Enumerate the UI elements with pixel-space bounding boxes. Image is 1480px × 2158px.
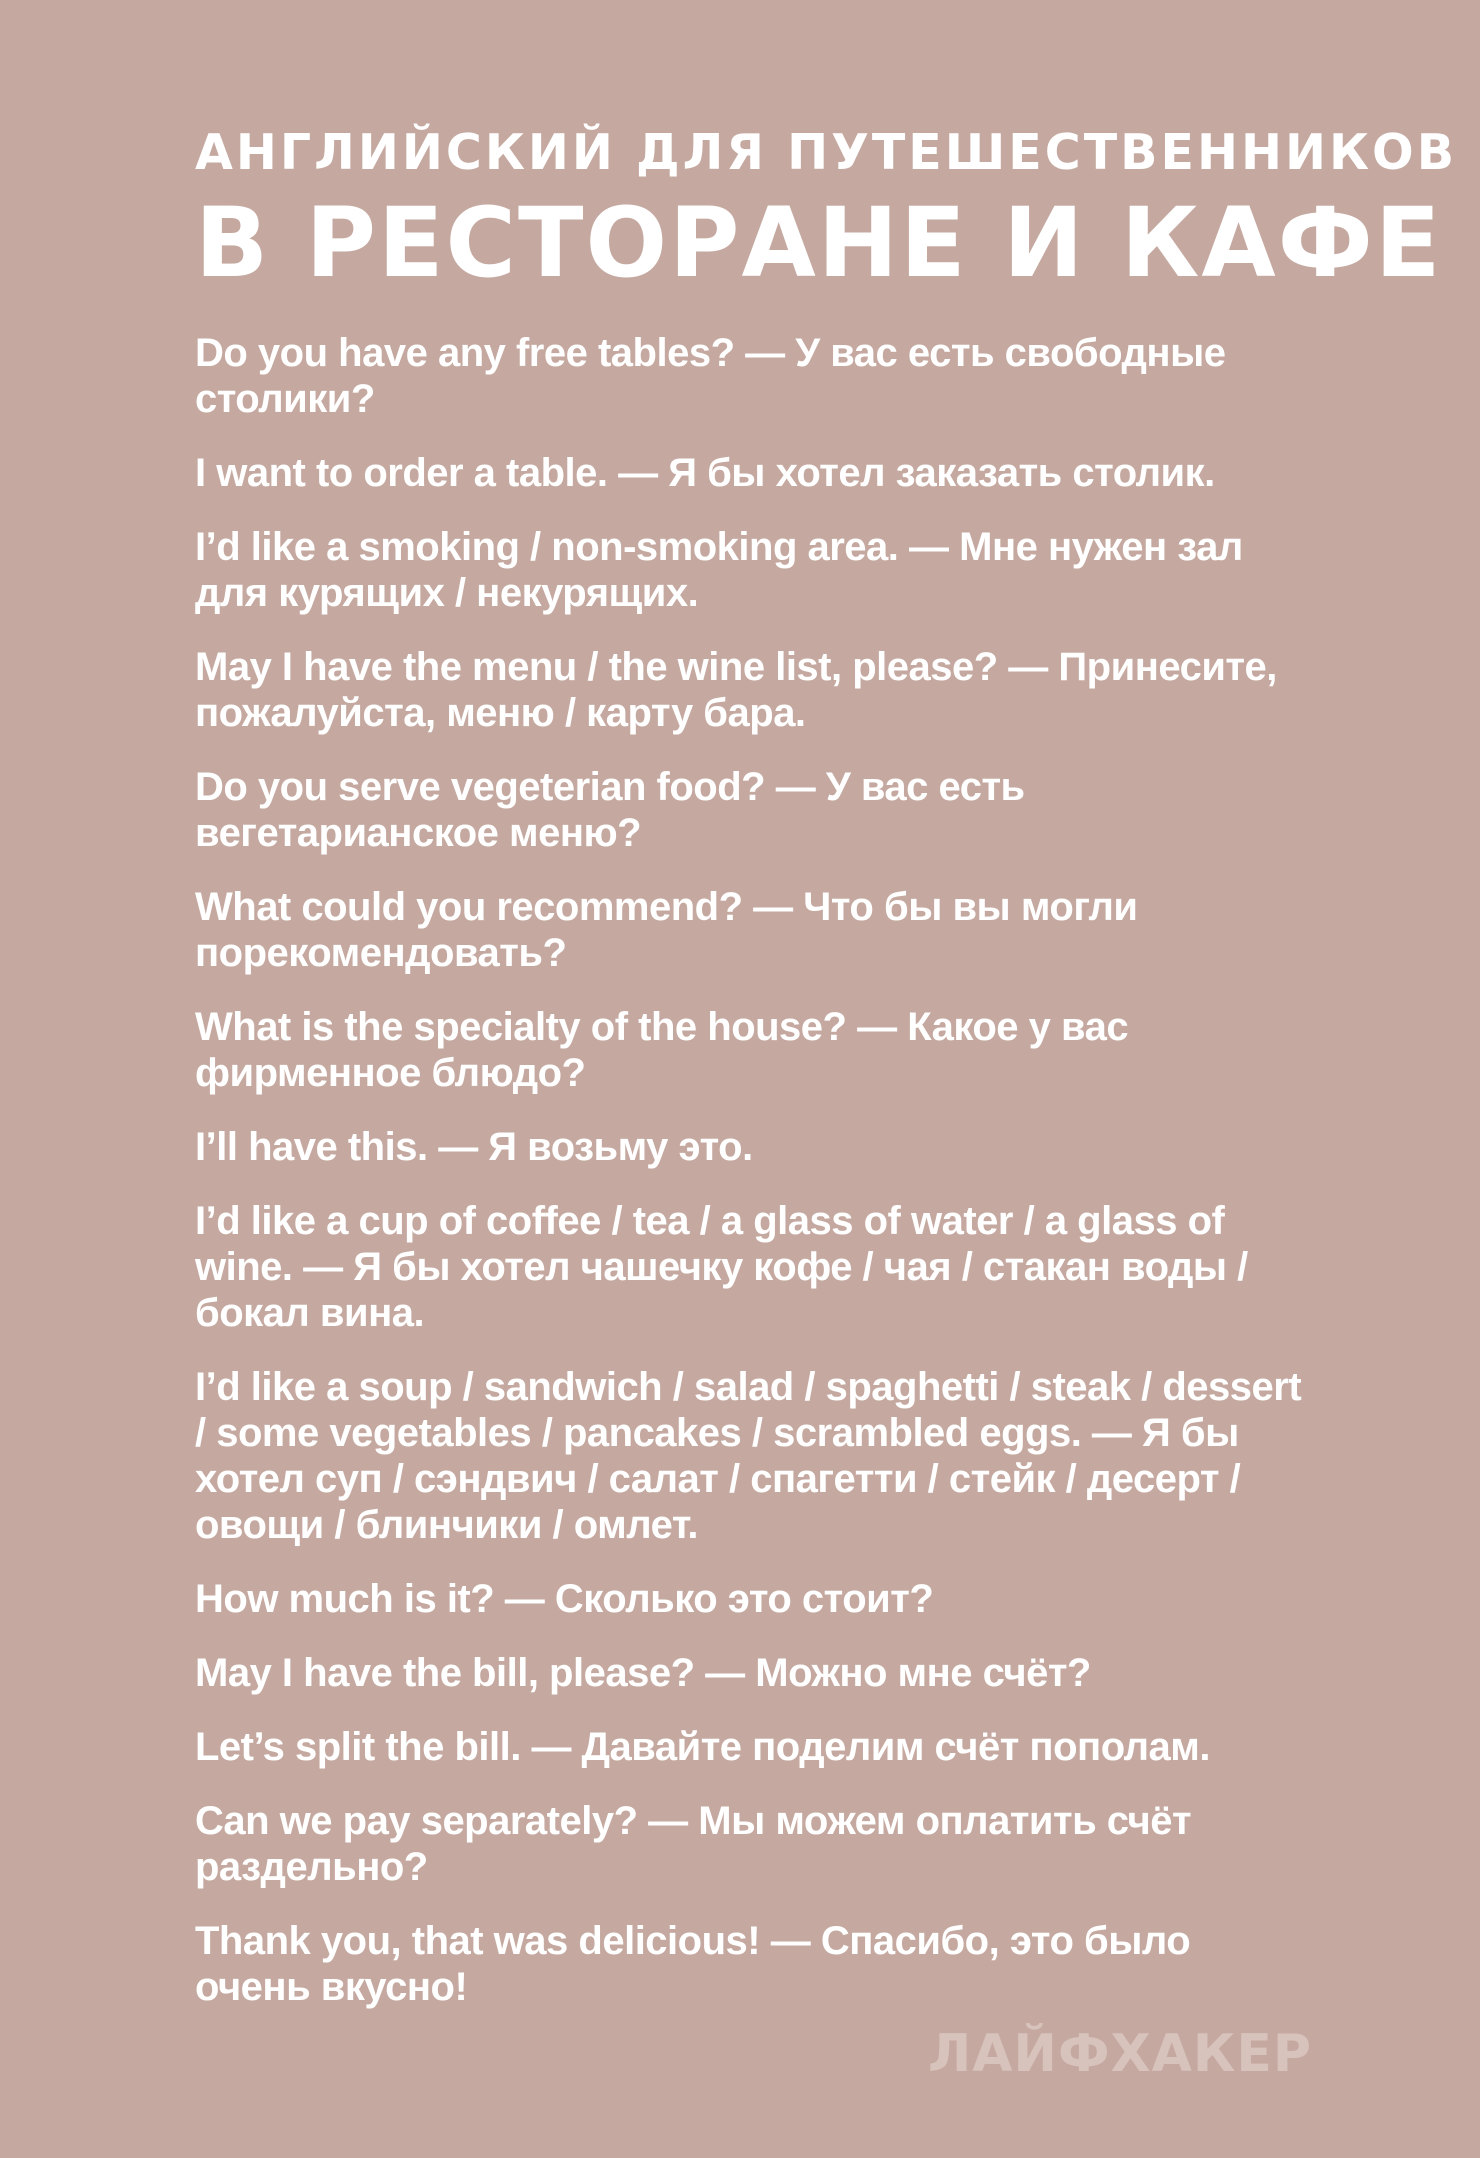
poster-title: В РЕСТОРАНЕ И КАФЕ xyxy=(195,187,1443,299)
phrase-item: May I have the bill, please? — Можно мне счёт? xyxy=(195,1651,1091,1695)
phrase-item: How much is it? — Сколько это стоит? xyxy=(195,1577,934,1621)
phrase-list xyxy=(195,330,1305,2010)
phrase-item: What could you recommend? — Что бы вы могли порекомендовать? xyxy=(195,885,1138,975)
phrase-item: What is the specialty of the house? — Какое у вас фирменное блюдо? xyxy=(195,1005,1129,1095)
phrase-item: Do you serve vegeterian food? — У вас есть вегетарианское меню? xyxy=(195,765,1025,855)
phrase-item: Thank you, that was delicious! — Спасибо, это было очень вкусно! xyxy=(195,1919,1191,2009)
phrase-item: I’d like a soup / sandwich / salad / spaghetti / steak / dessert / some vegetables / pancakes / scrambled eggs. — Я бы хотел суп / сэндвич / салат / спагетти / стейк / десерт / овощи / блинчики / омлет. xyxy=(195,1365,1302,1547)
poster-subtitle: АНГЛИЙСКИЙ ДЛЯ ПУТЕШЕСТВЕННИКОВ xyxy=(195,124,1458,181)
lifehacker-logo: ЛАЙФХАКЕР xyxy=(928,2024,1312,2084)
phrase-item: I’d like a cup of coffee / tea / a glass of water / a glass of wine. — Я бы хотел чашечку кофе / чая / стакан воды / бокал вина. xyxy=(195,1199,1248,1335)
phrase-item: May I have the menu / the wine list, please? — Принесите, пожалуйста, меню / карту бара. xyxy=(195,645,1277,735)
phrase-item: I’d like a smoking / non-smoking area. — Мне нужен зал для курящих / некурящих. xyxy=(195,525,1243,615)
poster-content xyxy=(195,118,1458,2038)
phrase-item: Let’s split the bill. — Давайте поделим счёт пополам. xyxy=(195,1725,1210,1769)
phrase-item: Can we pay separately? — Мы можем оплатить счёт раздельно? xyxy=(195,1799,1192,1889)
phrase-item: I’ll have this. — Я возьму это. xyxy=(195,1125,753,1169)
phrase-item: Do you have any free tables? — У вас есть свободные столики? xyxy=(195,331,1226,421)
phrase-item: I want to order a table. — Я бы хотел заказать столик. xyxy=(195,451,1215,495)
